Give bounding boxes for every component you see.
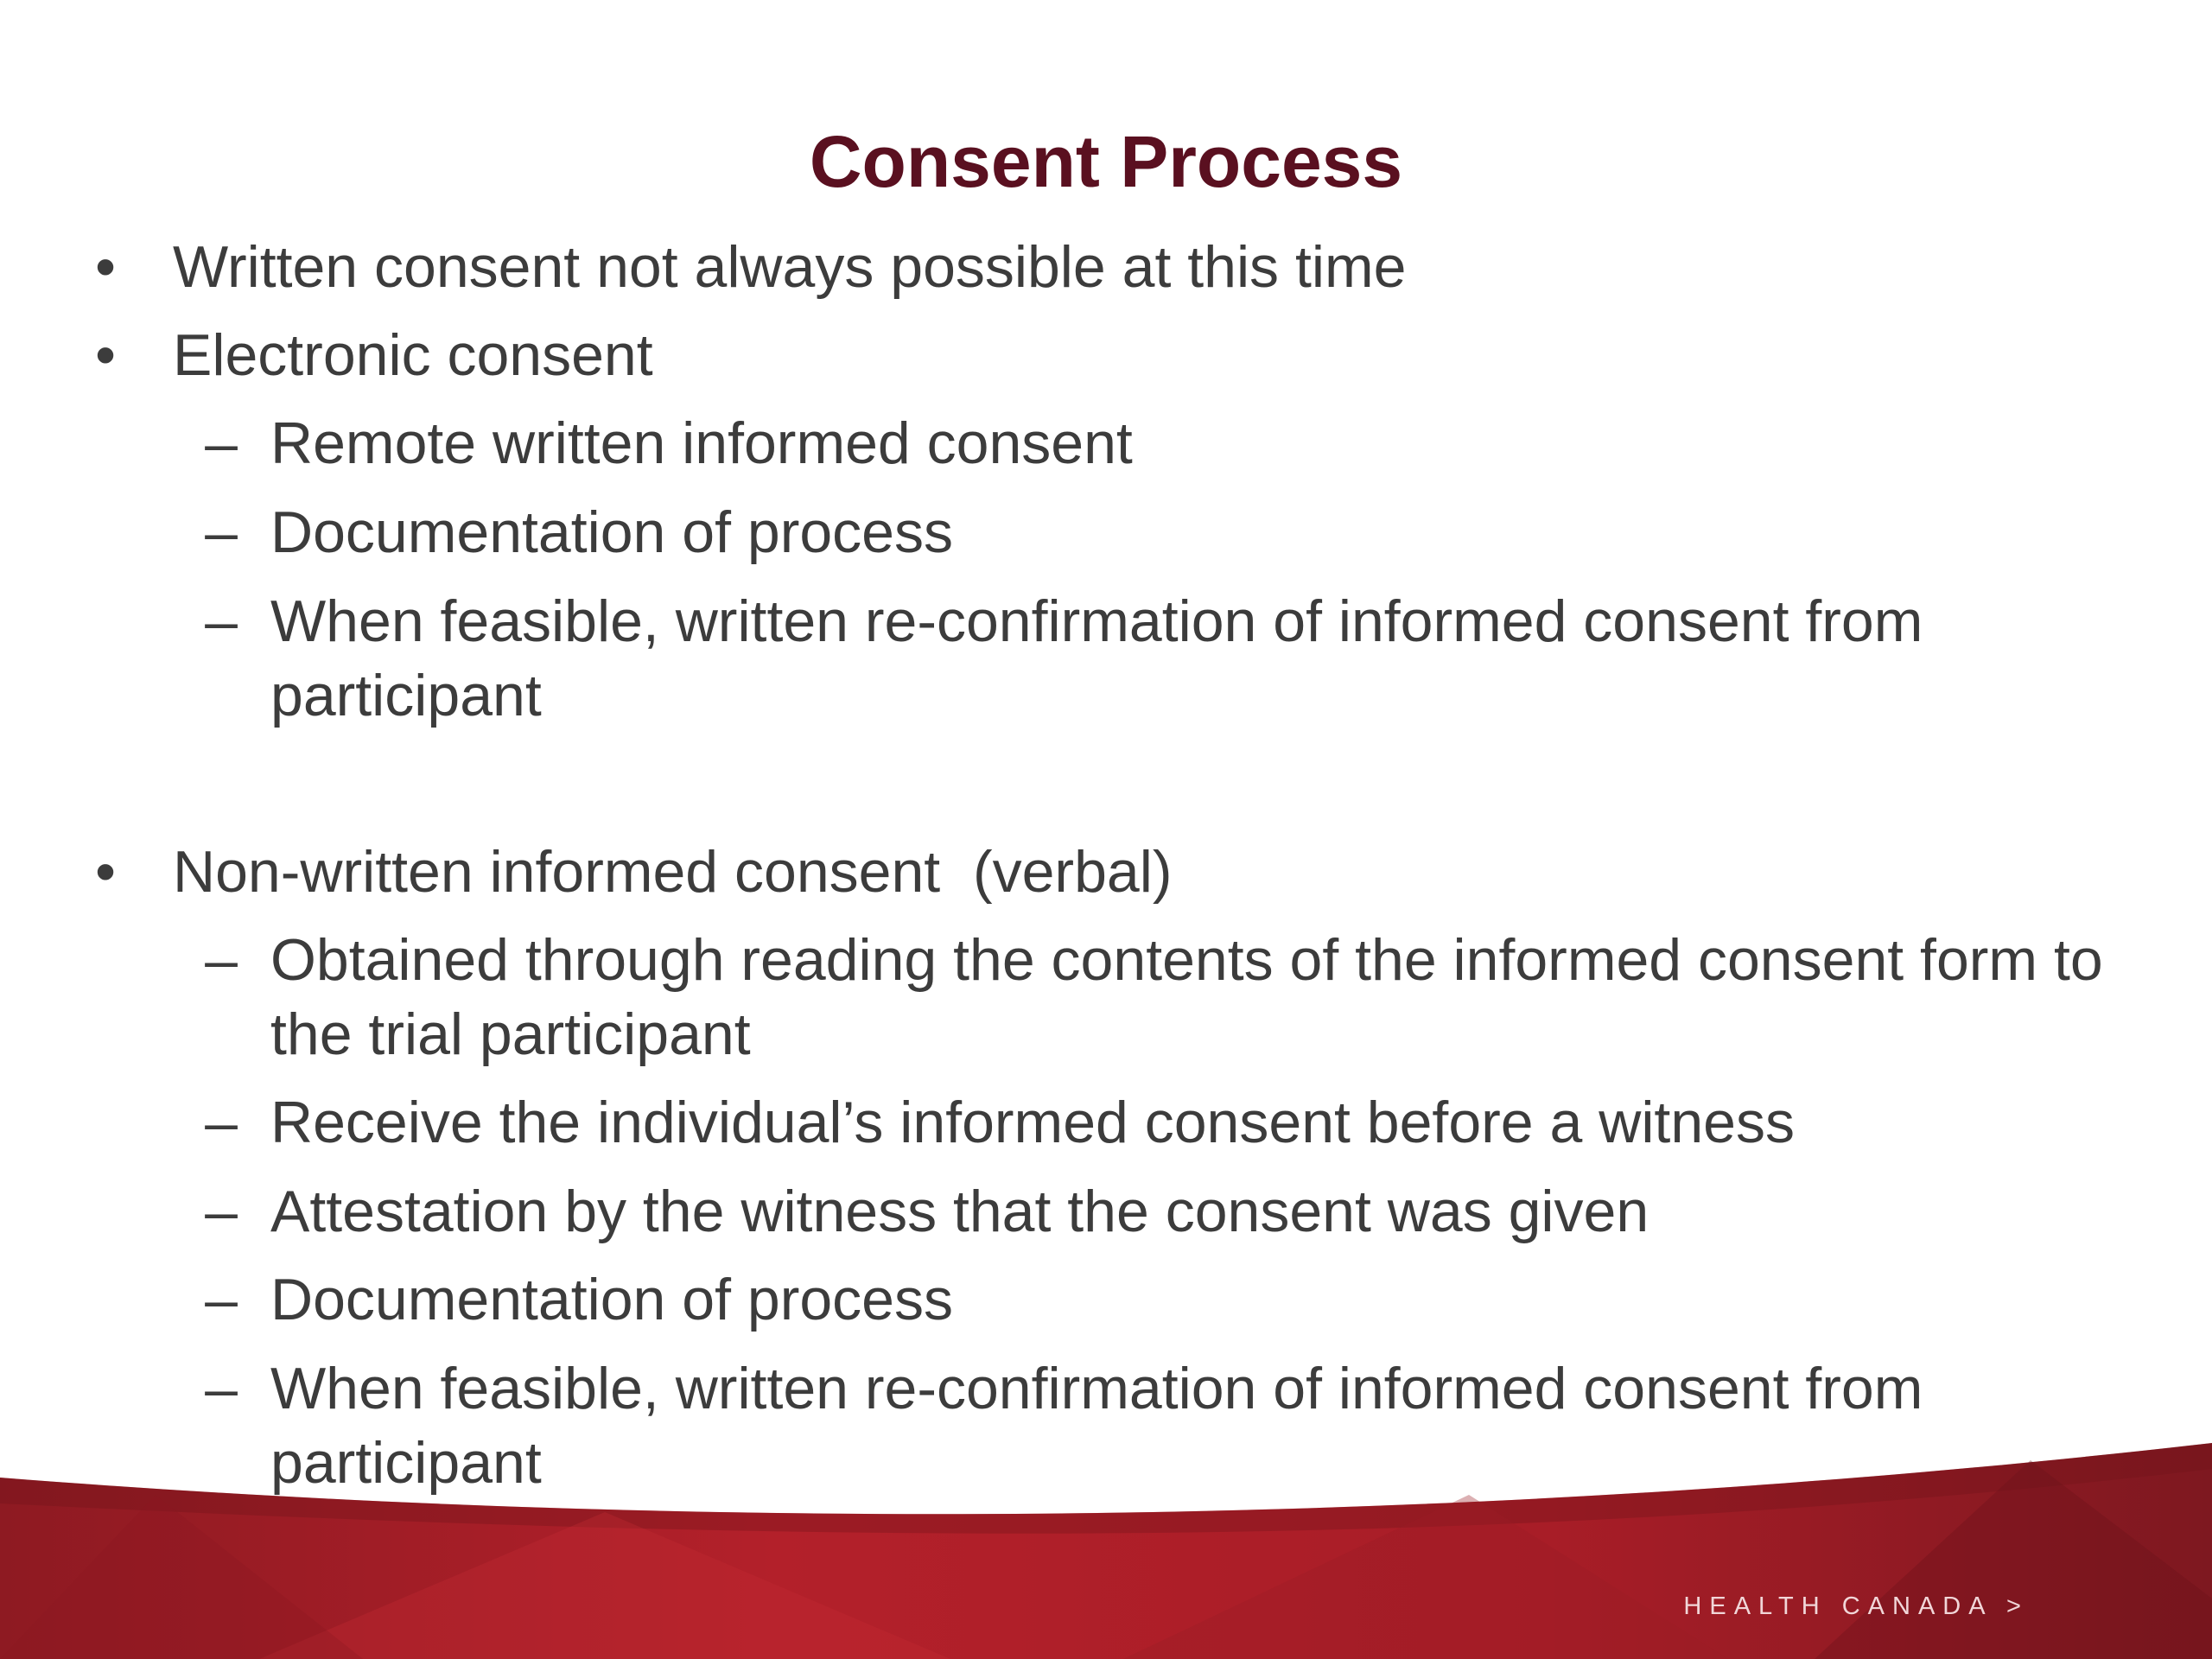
footer-brand-text: HEALTH CANADA > xyxy=(1683,1592,2029,1620)
dash-marker: – xyxy=(205,410,238,476)
bullet-marker: • xyxy=(95,322,116,388)
footer-wave-graphic xyxy=(0,1443,2212,1659)
sub-bullet-item xyxy=(205,406,2137,480)
sub-bullet-text: Attestation by the witness that the consent was given xyxy=(270,1179,1649,1244)
sub-bullet-text: Receive the individual’s informed consent before a witness xyxy=(270,1090,1795,1155)
sub-bullet-text: When feasible, written re-confirmation of informed consent from participant xyxy=(270,588,1940,728)
sub-bullet-item xyxy=(205,495,2137,569)
sub-bullet-item xyxy=(205,1262,2137,1337)
dash-marker: – xyxy=(205,1179,238,1244)
dash-marker: – xyxy=(205,927,238,993)
sub-bullet-item xyxy=(205,1085,2137,1160)
sub-bullet-item xyxy=(205,1174,2137,1249)
slide-title: Consent Process xyxy=(809,121,1403,202)
bullet-item xyxy=(95,318,2108,392)
sub-bullet-item xyxy=(205,584,2137,733)
footer-band xyxy=(0,1443,2212,1659)
dash-marker: – xyxy=(205,1356,238,1421)
sub-bullet-text: Obtained through reading the contents of the informed consent form to the trial participant xyxy=(270,927,2120,1067)
dash-marker: – xyxy=(205,1267,238,1332)
dash-marker: – xyxy=(205,499,238,565)
bullet-marker: • xyxy=(95,234,116,300)
bullet-text: Written consent not always possible at this time xyxy=(173,234,1407,300)
bullet-item xyxy=(95,835,2108,909)
bullet-text: Non-written informed consent (verbal) xyxy=(173,839,1173,905)
bullet-marker: • xyxy=(95,839,116,905)
sub-bullet-text: Documentation of process xyxy=(270,499,953,565)
sub-bullet-text: Remote written informed consent xyxy=(270,410,1133,476)
bullet-item xyxy=(95,230,2108,304)
sub-bullet-text: Documentation of process xyxy=(270,1267,953,1332)
bullet-text: Electronic consent xyxy=(173,322,653,388)
dash-marker: – xyxy=(205,588,238,654)
sub-bullet-item xyxy=(205,923,2137,1071)
dash-marker: – xyxy=(205,1090,238,1155)
sub-bullet-text: When feasible, written re-confirmation of informed consent from participant xyxy=(270,1356,1940,1496)
